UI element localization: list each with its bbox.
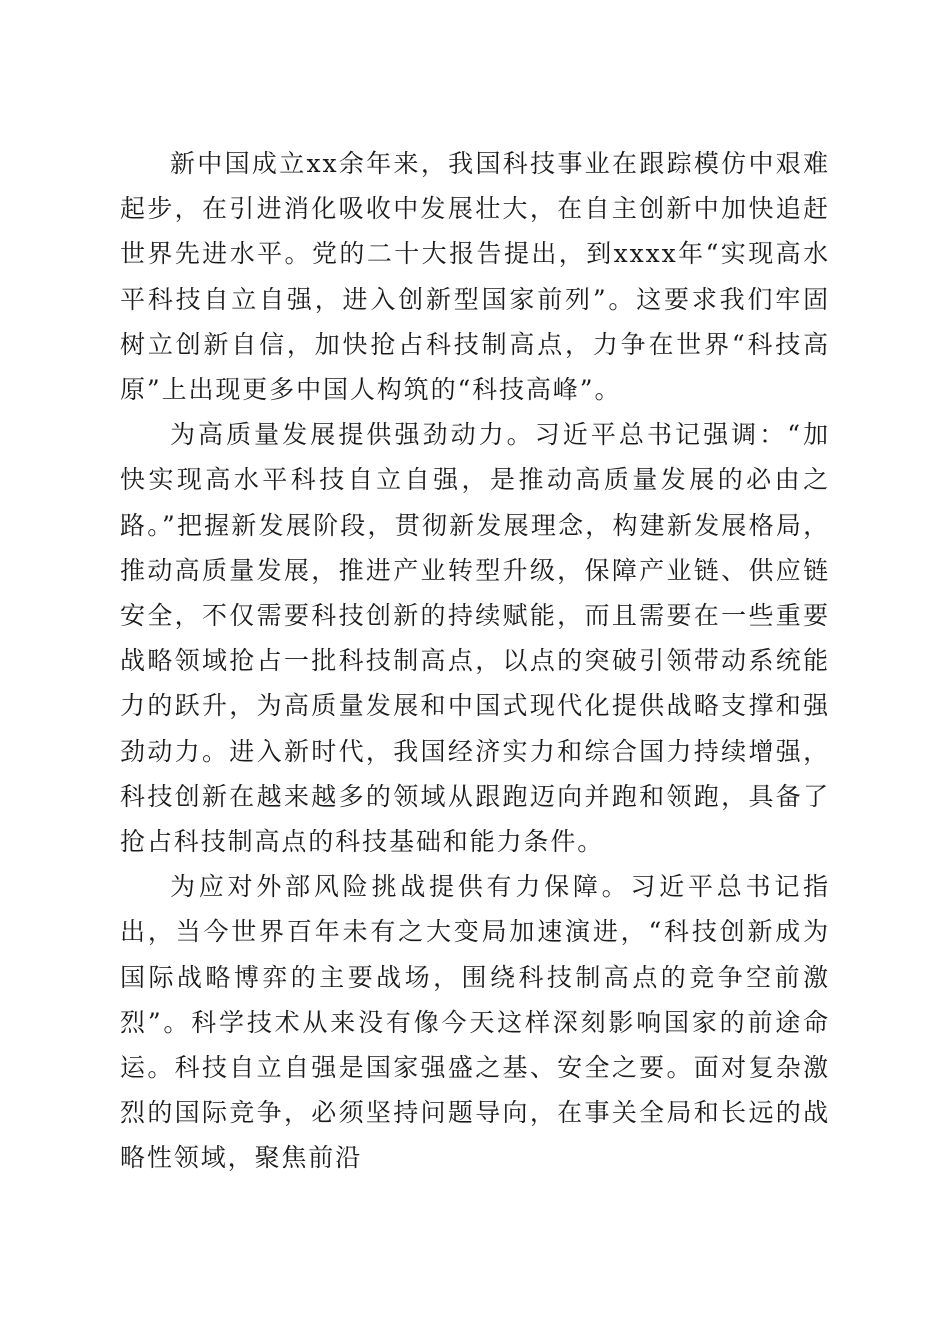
- paragraph-3: 为应对外部风险挑战提供有力保障。习近平总书记指出，当今世界百年未有之大变局加速演进，“科技创新成为国际战略博弈的主要战场，围绕科技制高点的竞争空前激烈”。科学技术从来没有像今天这样深刻影响国家的前途命运。科技自立自强是国家强盛之基、安全之要。面对复杂激烈的国际竞争，必须坚持问题导向，在事关全局和长远的战略性领域，聚焦前沿: [120, 872, 830, 1173]
- paragraph-2: 为高质量发展提供强劲动力。习近平总书记强调：“加快实现高水平科技自立自强，是推动高质量发展的必由之路。”把握新发展阶段，贯彻新发展理念，构建新发展格局，推动高质量发展，推进产业转型升级，保障产业链、供应链安全，不仅需要科技创新的持续赋能，而且需要在一些重要战略领域抢占一批科技制高点，以点的突破引领带动系统能力的跃升，为高质量发展和中国式现代化提供战略支撑和强劲动力。进入新时代，我国经济实力和综合国力持续增强，科技创新在越来越多的领域从跟跑迈向并跑和领跑，具备了抢占科技制高点的科技基础和能力条件。: [120, 420, 830, 857]
- document-body: [120, 141, 830, 1181]
- paragraph-1: 新中国成立xx余年来，我国科技事业在跟踪模仿中艰难起步，在引进消化吸收中发展壮大，在自主创新中加快追赶世界先进水平。党的二十大报告提出，到xxxx年“实现高水平科技自立自强，进入创新型国家前列”。这要求我们牢固树立创新自信，加快抢占科技制高点，力争在世界“科技高原”上出现更多中国人构筑的“科技高峰”。: [120, 149, 830, 405]
